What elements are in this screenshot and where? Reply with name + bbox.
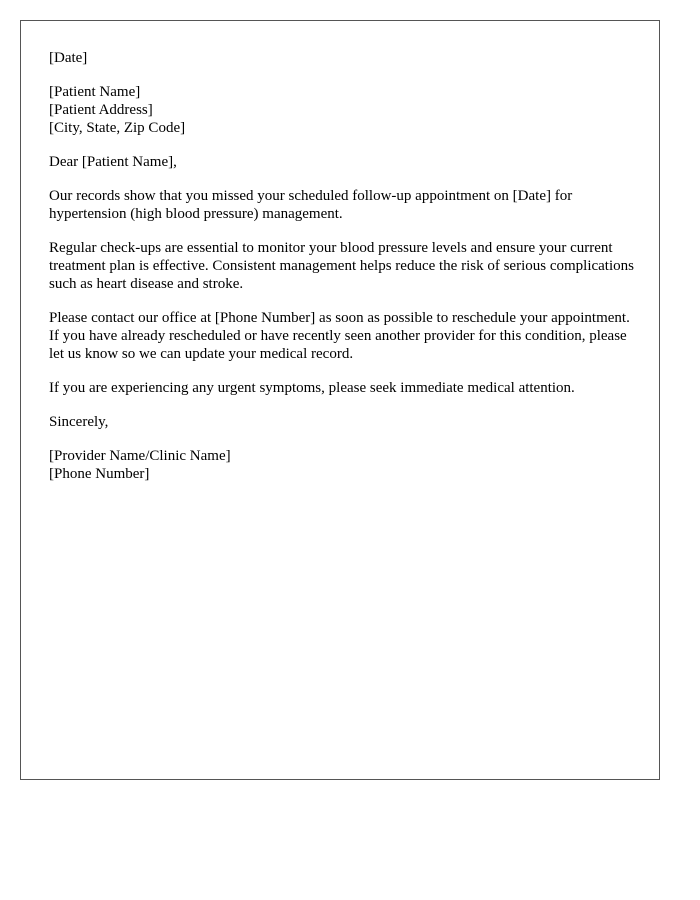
salutation-text: Dear [Patient Name],: [49, 154, 177, 170]
letter-body: [49, 49, 639, 499]
salutation: [49, 153, 639, 171]
signature-phone: [Phone Number]: [49, 466, 150, 482]
recipient-city-state-zip: [City, State, Zip Code]: [49, 120, 186, 136]
date-text: [Date]: [49, 50, 88, 66]
recipient-address-block: [49, 83, 639, 137]
signature-provider: [Provider Name/Clinic Name]: [49, 448, 231, 464]
recipient-address: [Patient Address]: [49, 102, 153, 118]
letter-date: [49, 49, 639, 67]
paragraph-importance: Regular check-ups are essential to monitor your blood pressure levels and ensure your current treatment plan is effective. Consistent management helps reduce the risk of serious complications such as heart disease and stroke.: [49, 240, 634, 292]
letter-page: [20, 20, 660, 780]
signature-block: [49, 447, 639, 483]
paragraph-urgent-symptoms: If you are experiencing any urgent symptoms, please seek immediate medical attention.: [49, 380, 575, 396]
paragraph-missed-appointment: Our records show that you missed your scheduled follow-up appointment on [Date] for hypertension (high blood pressure) management.: [49, 188, 573, 222]
closing: [49, 413, 639, 431]
recipient-name: [Patient Name]: [49, 84, 141, 100]
paragraph-contact-office: Please contact our office at [Phone Number] as soon as possible to reschedule your appointment. If you have already rescheduled or have recently seen another provider for this condition, please let us know so we can update your medical record.: [49, 310, 630, 362]
closing-text: Sincerely,: [49, 414, 109, 430]
